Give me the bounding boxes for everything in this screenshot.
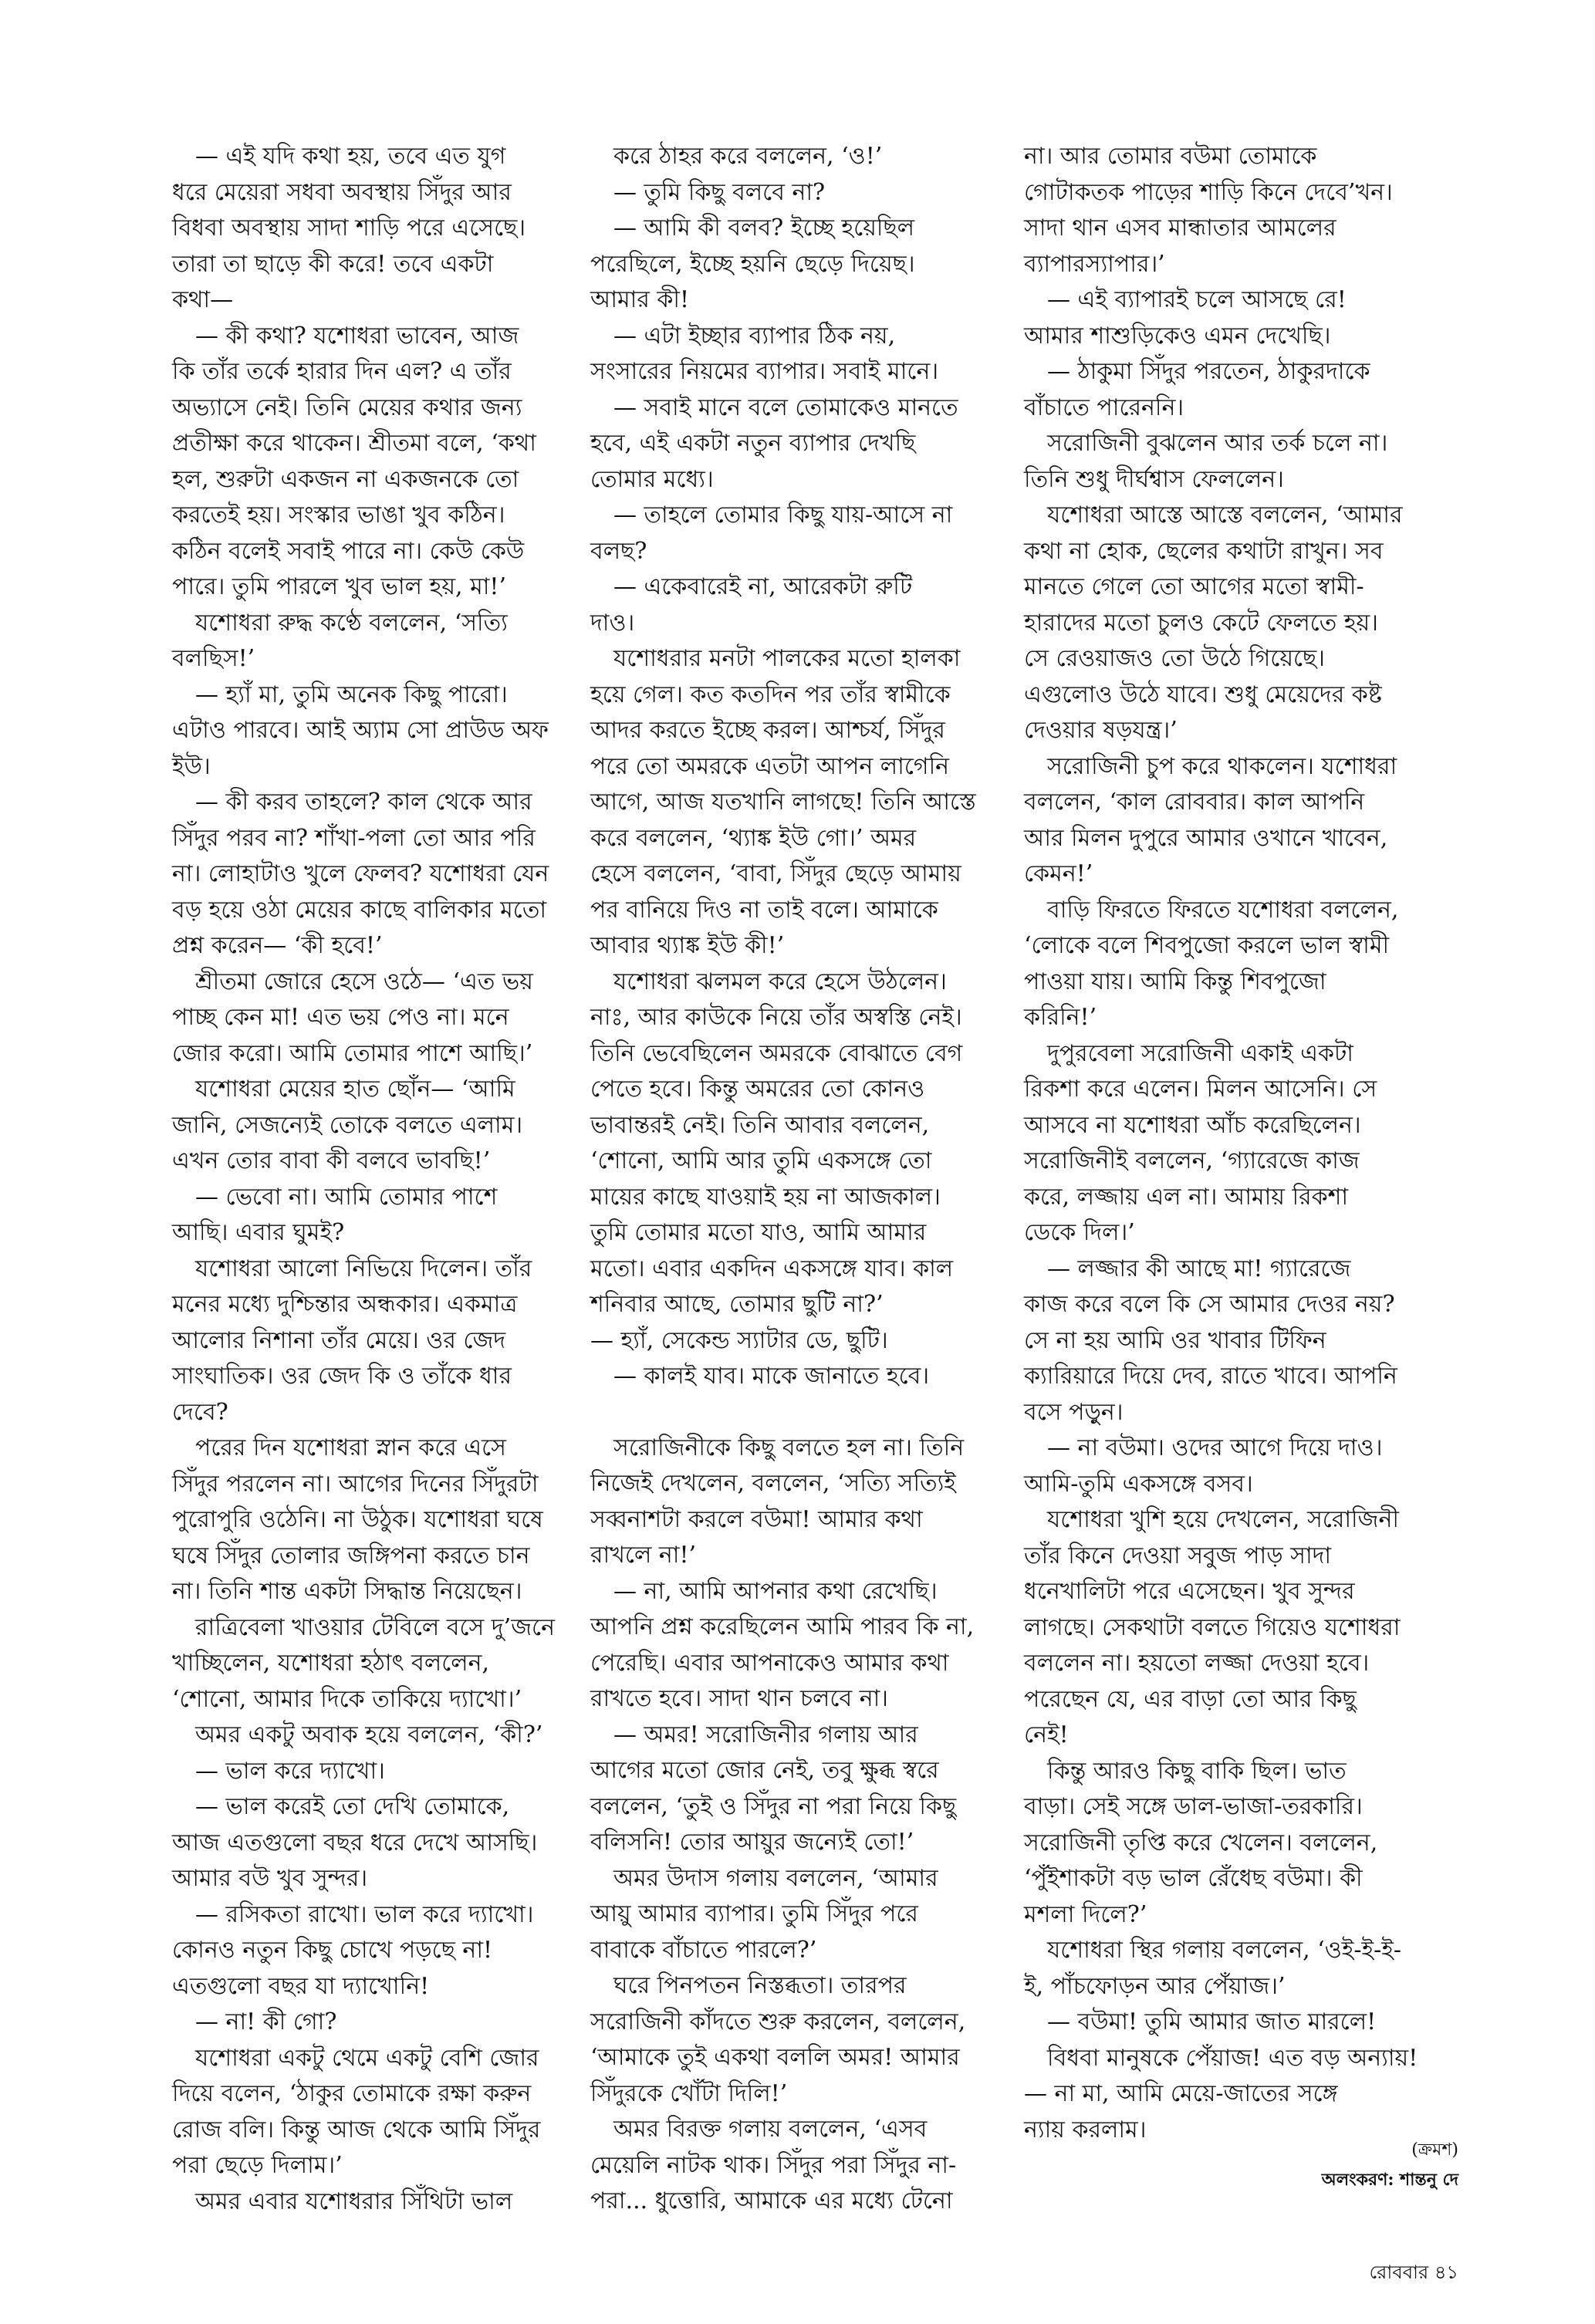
text-line: পরেছেন যে, এর বাড়া তো আর কিছু bbox=[1024, 1685, 1357, 1713]
text-line: রাখতে হবে। সাদা থান চলবে না। bbox=[590, 1685, 889, 1712]
text-line: বললেন না। হয়তো লজ্জা দেওয়া হবে। bbox=[1024, 1650, 1370, 1677]
text-line: — লজ্জার কী আছে মা! গ্যারেজে bbox=[1047, 1255, 1351, 1282]
text-line: — আমি কী বলব? ইচ্ছে হয়েছিল bbox=[613, 214, 914, 242]
text-line: প্রশ্ন করেন— ‘কী হবে!’ bbox=[172, 932, 383, 959]
text-line: — এই ব্যাপারই চলে আসছে রে! bbox=[1047, 286, 1347, 313]
text-line: আপনি প্রশ্ন করেছিলেন আমি পারব কি না, bbox=[590, 1613, 975, 1640]
text-line: ন্যায় করলাম। bbox=[1024, 2116, 1147, 2143]
text-line: ‘পুঁইশাকটা বড় ভাল রেঁধেছ বউমা। কী bbox=[1024, 1865, 1363, 1892]
text-line: আগে, আজ যতখানি লাগছে! তিনি আস্তে bbox=[590, 789, 976, 816]
text-line: হেসে বললেন, ‘বাবা, সিঁদুর ছেড়ে আমায় bbox=[590, 860, 961, 887]
text-line: খাচ্ছিলেন, যশোধরা হঠাৎ বললেন, bbox=[172, 1650, 490, 1677]
text-line: পুরোপুরি ওঠেনি। না উঠুক। যশোধরা ঘষে bbox=[172, 1506, 543, 1533]
text-line: যশোধরা স্থির গলায় বললেন, ‘ওই-ই-ই- bbox=[1047, 1937, 1402, 1964]
text-line: করে, লজ্জায় এল না। আমায় রিকশা bbox=[1024, 1183, 1349, 1211]
text-line: বললেন, ‘কাল রোববার। কাল আপনি bbox=[1024, 789, 1365, 816]
text-line: কথা না হোক, ছেলের কথাটা রাখুন। সব bbox=[1024, 537, 1384, 565]
text-line: অমর একটু অবাক হয়ে বললেন, ‘কী?’ bbox=[195, 1721, 543, 1748]
text-line: কোনও নতুন কিছু চোখে পড়ছে না! bbox=[172, 1937, 493, 1964]
text-line: ‘শোনো, আমি আর তুমি একসঙ্গে তো bbox=[590, 1147, 932, 1174]
text-line: — না মা, আমি মেয়ে-জাতের সঙ্গে bbox=[1024, 2080, 1338, 2107]
text-line: যশোধরা খুশি হয়ে দেখলেন, সরোজিনী bbox=[1047, 1506, 1399, 1533]
text-line: সরোজিনীকে কিছু বলতে হল না। তিনি bbox=[613, 1434, 965, 1461]
text-line: না। লোহাটাও খুলে ফেলব? যশোধরা যেন bbox=[172, 860, 549, 887]
text-line: আছি। এবার ঘুমই? bbox=[172, 1219, 345, 1246]
text-line: দিয়ে বলেন, ‘ঠাকুর তোমাকে রক্ষা করুন bbox=[172, 2080, 532, 2107]
text-column-2 bbox=[590, 139, 992, 2220]
text-line: পরা ছেড়ে দিলাম।’ bbox=[172, 2152, 343, 2179]
text-line: — ঠাকুমা সিঁদুর পরতেন, ঠাকুরদাকে bbox=[1047, 358, 1370, 385]
text-line: সে না হয় আমি ওর খাবার টিফিন bbox=[1024, 1326, 1326, 1354]
text-line: যশোধরা আস্তে আস্তে বললেন, ‘আমার bbox=[1047, 502, 1403, 529]
text-line: সাংঘাতিক। ওর জেদ কি ও তাঁকে ধার bbox=[172, 1363, 512, 1390]
text-column-3 bbox=[1024, 139, 1425, 2148]
text-line: রোজ বলি। কিন্তু আজ থেকে আমি সিঁদুর bbox=[172, 2116, 541, 2143]
text-line: তুমি তোমার মতো যাও, আমি আমার bbox=[590, 1219, 927, 1246]
text-line: — তাহলে তোমার কিছু যায়-আসে না bbox=[613, 502, 953, 529]
text-line: ‘আমাকে তুই একথা বললি অমর! আমার bbox=[590, 2044, 960, 2071]
text-line: বসে পড়ুন। bbox=[1024, 1398, 1124, 1426]
text-line: সরোজিনী বুঝলেন আর তর্ক চলে না। bbox=[1047, 430, 1388, 457]
text-line: করে বললেন, ‘থ্যাঙ্ক ইউ গো।’ অমর bbox=[590, 824, 917, 852]
text-line: কঠিন বলেই সবাই পারে না। কেউ কেউ bbox=[172, 537, 525, 565]
text-line: পরা... ধুত্তোরি, আমাকে এর মধ্যে টেনো bbox=[590, 2187, 953, 2214]
text-line: সিঁদুর পরব না? শাঁখা-পলা তো আর পরি bbox=[172, 824, 536, 852]
text-line: করিনি!’ bbox=[1024, 1004, 1097, 1031]
text-line: — ভেবো না। আমি তোমার পাশে bbox=[195, 1183, 498, 1211]
text-line: — এটা ইচ্ছার ব্যাপার ঠিক নয়, bbox=[613, 322, 896, 350]
text-line: না। আর তোমার বউমা তোমাকে bbox=[1024, 143, 1317, 170]
text-line: — কালই যাব। মাকে জানাতে হবে। bbox=[613, 1363, 930, 1390]
text-line: তোমার মধ্যে। bbox=[590, 465, 714, 493]
text-line: রাত্রিবেলা খাওয়ার টেবিলে বসে দু’জনে bbox=[195, 1613, 556, 1641]
text-line: এটাও পারবে। আই অ্যাম সো প্রাউড অফ bbox=[172, 717, 549, 744]
text-line: বাঁচাতে পারেননি। bbox=[1024, 394, 1184, 421]
text-line: মশলা দিলে?’ bbox=[1024, 1900, 1147, 1928]
text-line: দাও। bbox=[590, 609, 635, 637]
text-line: — না! কী গো? bbox=[195, 2008, 337, 2035]
text-line: — একেবারেই না, আরেকটা রুটি bbox=[613, 573, 913, 600]
text-line: ‘শোনো, আমার দিকে তাকিয়ে দ্যাখো।’ bbox=[172, 1685, 522, 1713]
text-line: আর মিলন দুপুরে আমার ওখানে খাবেন, bbox=[1024, 824, 1388, 852]
text-line: সিঁদুরকে খোঁটা দিলি!’ bbox=[590, 2079, 788, 2107]
text-line: দুপুরবেলা সরোজিনী একাই একটা bbox=[1047, 1039, 1353, 1067]
text-line: এগুলোও উঠে যাবে। শুধু মেয়েদের কষ্ট bbox=[1024, 681, 1382, 708]
text-line: বলছ? bbox=[590, 537, 647, 565]
text-line: বাবাকে বাঁচাতে পারলে?’ bbox=[590, 1936, 817, 1964]
text-column-1 bbox=[172, 139, 573, 2220]
continued-note: (ক্রমশ) bbox=[1411, 2140, 1458, 2160]
text-line: সংসারের নিয়মের ব্যাপার। সবাই মানে। bbox=[590, 358, 939, 385]
text-line: জোর করো। আমি তোমার পাশে আছি।’ bbox=[172, 1039, 533, 1067]
text-line: পাওয়া যায়। আমি কিন্তু শিবপুজো bbox=[1024, 968, 1326, 995]
text-line: মেয়েলি নাটক থাক। সিঁদুর পরা সিঁদুর না- bbox=[590, 2151, 957, 2179]
text-line: আমার বউ খুব সুন্দর। bbox=[172, 1865, 368, 1892]
text-line: তাঁর কিনে দেওয়া সবুজ পাড় সাদা bbox=[1024, 1542, 1332, 1569]
text-line: আসবে না যশোধরা আঁচ করেছিলেন। bbox=[1024, 1111, 1361, 1139]
text-line: যশোধরা আলো নিভিয়ে দিলেন। তাঁর bbox=[195, 1255, 532, 1282]
text-line: করে ঠাহর করে বললেন, ‘ও!’ bbox=[613, 143, 883, 170]
text-line: — কী করব তাহলে? কাল থেকে আর bbox=[195, 789, 532, 816]
text-line: শনিবার আছে, তোমার ছুটি না?’ bbox=[590, 1291, 884, 1318]
text-line: মতো। এবার একদিন একসঙ্গে যাব। কাল bbox=[590, 1255, 954, 1282]
text-line: পরের দিন যশোধরা স্নান করে এসে bbox=[195, 1434, 506, 1461]
text-line: কথা— bbox=[172, 286, 234, 313]
text-line: পাচ্ছ কেন মা! এত ভয় পেও না। মনে bbox=[172, 1004, 509, 1031]
text-line: ই, পাঁচফোড়ন আর পেঁয়াজ।’ bbox=[1024, 1972, 1286, 2000]
text-line: নিজেই দেখলেন, বললেন, ‘সত্যি সত্যিই bbox=[590, 1470, 956, 1497]
text-line: করতেই হয়। সংস্কার ভাঙা খুব কঠিন। bbox=[172, 502, 505, 529]
text-line: সরোজিনী চুপ করে থাকলেন। যশোধরা bbox=[1047, 752, 1397, 780]
text-line: হল, শুরুটা একজন না একজনকে তো bbox=[172, 465, 519, 493]
text-line: ধরে মেয়েরা সধবা অবস্থায় সিঁদুর আর bbox=[172, 178, 512, 206]
text-line: যশোধরার মনটা পালকের মতো হালকা bbox=[613, 645, 961, 672]
text-line: জানি, সেজন্যেই তোকে বলতে এলাম। bbox=[172, 1111, 523, 1139]
text-line: বলছিস!’ bbox=[172, 645, 255, 672]
text-line: আমার কী! bbox=[590, 286, 690, 313]
text-line: আদর করতে ইচ্ছে করল। আশ্চর্য, সিঁদুর bbox=[590, 717, 945, 744]
text-line: দেওয়ার ষড়যন্ত্র।’ bbox=[1024, 717, 1178, 744]
text-line: প্রতীক্ষা করে থাকেন। শ্রীতমা বলে, ‘কথা bbox=[172, 430, 536, 457]
text-line: সাদা থান এসব মান্ধাতার আমলের bbox=[1024, 214, 1336, 242]
text-line: — বউমা! তুমি আমার জাত মারলে! bbox=[1047, 2008, 1377, 2035]
text-line: আলোর নিশানা তাঁর মেয়ে। ওর জেদ bbox=[172, 1326, 506, 1354]
text-line: যশোধরা ঝলমল করে হেসে উঠলেন। bbox=[613, 968, 947, 995]
text-line: কাজ করে বলে কি সে আমার দেওর নয়? bbox=[1024, 1291, 1395, 1318]
text-line: বলিসনি! তোর আয়ুর জন্যেই তো!’ bbox=[590, 1829, 914, 1856]
text-line: মানতে গেলে তো আগের মতো স্বামী- bbox=[1024, 573, 1364, 600]
text-line: — এই যদি কথা হয়, তবে এত যুগ bbox=[195, 143, 506, 170]
text-line: নাঃ, আর কাউকে নিয়ে তাঁর অস্বস্তি নেই। bbox=[590, 1004, 962, 1031]
text-line: বাড়া। সেই সঙ্গে ডাল-ভাজা-তরকারি। bbox=[1024, 1793, 1363, 1820]
text-line: শ্রীতমা জোরে হেসে ওঠে— ‘এত ভয় bbox=[195, 968, 533, 995]
text-line: — হ্যাঁ, সেকেন্ড স্যাটার ডে, ছুটি। bbox=[590, 1326, 888, 1354]
text-line: আজ এতগুলো বছর ধরে দেখে আসছি। bbox=[172, 1829, 538, 1856]
text-line: গোটাকতক পাড়ের শাড়ি কিনে দেবে’খন। bbox=[1024, 178, 1393, 206]
text-line: রাখলে না!’ bbox=[590, 1542, 697, 1569]
text-line: আগের মতো জোর নেই, তবু ক্ষুব্ধ স্বরে bbox=[590, 1757, 939, 1784]
text-line: পরে তো অমরকে এতটা আপন লাগেনি bbox=[590, 752, 950, 780]
text-line: ব্যাপারস্যাপার।’ bbox=[1024, 250, 1165, 278]
page-folio: রোববার ৪১ bbox=[1369, 2262, 1458, 2283]
text-line: এতগুলো বছর যা দ্যাখোনি! bbox=[172, 1972, 430, 2000]
text-line: বিধবা মানুষকে পেঁয়াজ! এত বড় অন্যায়! bbox=[1047, 2044, 1418, 2072]
text-line: — ভাল করেই তো দেখি তোমাকে, bbox=[195, 1793, 510, 1820]
text-line: তারা তা ছাড়ে কী করে! তবে একটা bbox=[172, 250, 494, 278]
text-line: এখন তোর বাবা কী বলবে ভাবছি!’ bbox=[172, 1147, 491, 1174]
text-line: ডেকে দিল।’ bbox=[1024, 1219, 1135, 1246]
text-line: — না বউমা। ওদের আগে দিয়ে দাও। bbox=[1047, 1434, 1383, 1461]
illustration-credit: অলংকরণ: শান্তনু দে bbox=[1321, 2170, 1458, 2190]
text-line: ঘষে সিঁদুর তোলার জঙ্গিপনা করতে চান bbox=[172, 1542, 530, 1569]
text-line: আয়ু আমার ব্যাপার। তুমি সিঁদুর পরে bbox=[590, 1900, 918, 1927]
text-line: পরেছিলে, ইচ্ছে হয়নি ছেড়ে দিয়েছ। bbox=[590, 250, 915, 278]
text-line: — হ্যাঁ মা, তুমি অনেক কিছু পারো। bbox=[195, 681, 508, 708]
text-line: পারে। তুমি পারলে খুব ভাল হয়, মা!’ bbox=[172, 573, 507, 600]
text-line: মায়ের কাছে যাওয়াই হয় না আজকাল। bbox=[590, 1183, 941, 1211]
text-line: পেরেছি। এবার আপনাকেও আমার কথা bbox=[590, 1649, 949, 1677]
text-line: নেই! bbox=[1024, 1721, 1069, 1748]
text-line: যশোধরা একটু থেমে একটু বেশি জোর bbox=[195, 2044, 539, 2072]
text-line: সরোজিনী তৃপ্তি করে খেলেন। বললেন, bbox=[1024, 1829, 1378, 1856]
text-line: তিনি ভেবেছিলেন অমরকে বোঝাতে বেগ bbox=[590, 1039, 963, 1067]
text-line: লাগছে। সেকথাটা বলতে গিয়েও যশোধরা bbox=[1024, 1613, 1401, 1641]
text-line: ক্যারিয়ারে দিয়ে দেব, রাতে খাবে। আপনি bbox=[1024, 1363, 1397, 1390]
text-line: অমর উদাস গলায় বললেন, ‘আমার bbox=[613, 1864, 938, 1892]
text-line: মনের মধ্যে দুশ্চিন্তার অন্ধকার। একমাত্র bbox=[172, 1291, 518, 1318]
text-line: অভ্যাসে নেই। তিনি মেয়ের কথার জন্য bbox=[172, 394, 522, 421]
text-line: কিন্তু আরও কিছু বাকি ছিল। ভাত bbox=[1047, 1757, 1347, 1785]
text-line: — অমর! সরোজিনীর গলায় আর bbox=[613, 1721, 918, 1748]
text-line: হবে, এই একটা নতুন ব্যাপার দেখছি bbox=[590, 430, 916, 457]
text-line: — ভাল করে দ্যাখো। bbox=[195, 1757, 385, 1785]
text-line: পর বানিয়ে দিও না তাই বলে। আমাকে bbox=[590, 896, 938, 924]
section-break bbox=[590, 1395, 992, 1431]
text-line: আবার থ্যাঙ্ক ইউ কী!’ bbox=[590, 932, 785, 959]
text-line: আমার শাশুড়িকেও এমন দেখেছি। bbox=[1024, 322, 1331, 350]
text-line: সব্বনাশটা করলে বউমা! আমার কথা bbox=[590, 1505, 923, 1533]
text-line: যশোধরা রুদ্ধ কণ্ঠে বললেন, ‘সত্যি bbox=[195, 609, 508, 637]
text-line: পেতে হবে। কিন্তু অমরের তো কোনও bbox=[590, 1076, 925, 1103]
text-line: বললেন, ‘তুই ও সিঁদুর না পরা নিয়ে কিছু bbox=[590, 1792, 957, 1820]
text-line: রিকশা করে এলেন। মিলন আসেনি। সে bbox=[1024, 1076, 1377, 1103]
text-line: হয়ে গেল। কত কতদিন পর তাঁর স্বামীকে bbox=[590, 681, 951, 708]
text-line: কি তাঁর তর্কে হারার দিন এল? এ তাঁর bbox=[172, 358, 512, 385]
text-line: না। তিনি শান্ত একটা সিদ্ধান্ত নিয়েছেন। bbox=[172, 1578, 522, 1605]
text-line: দেবে? bbox=[172, 1398, 228, 1426]
text-line: — না, আমি আপনার কথা রেখেছি। bbox=[613, 1577, 938, 1605]
text-line: যশোধরা মেয়ের হাত ছোঁন— ‘আমি bbox=[195, 1076, 515, 1103]
text-line: ঘরে পিনপতন নিস্তব্ধতা। তারপর bbox=[613, 1972, 907, 1999]
text-line: কেমন!’ bbox=[1024, 860, 1093, 887]
text-line: অমর বিরক্ত গলায় বললেন, ‘এসব bbox=[613, 2116, 928, 2143]
text-line: সরোজিনীই বললেন, ‘গ্যারেজে কাজ bbox=[1024, 1147, 1360, 1174]
text-line: আমি-তুমি একসঙ্গে বসব। bbox=[1024, 1470, 1253, 1498]
text-line: সে রেওয়াজও তো উঠে গিয়েছে। bbox=[1024, 645, 1325, 672]
text-line: হারাদের মতো চুলও কেটে ফেলতে হয়। bbox=[1024, 609, 1378, 637]
text-line: — কী কথা? যশোধরা ভাবেন, আজ bbox=[195, 322, 519, 350]
text-line: অমর এবার যশোধরার সিঁথিটা ভাল bbox=[195, 2187, 513, 2215]
text-line: — তুমি কিছু বলবে না? bbox=[613, 178, 826, 206]
text-line: ভাবান্তরই নেই। তিনি আবার বললেন, bbox=[590, 1111, 930, 1139]
text-line: — রসিকতা রাখো। ভাল করে দ্যাখো। bbox=[195, 1900, 534, 1928]
text-line: বড় হয়ে ওঠা মেয়ের কাছে বালিকার মতো bbox=[172, 896, 547, 924]
text-line: বিধবা অবস্থায় সাদা শাড়ি পরে এসেছে। bbox=[172, 214, 526, 242]
text-line: ইউ। bbox=[172, 752, 211, 780]
text-line: ‘লোকে বলে শিবপুজো করলে ভাল স্বামী bbox=[1024, 932, 1390, 959]
text-line: সরোজিনী কাঁদতে শুরু করলেন, বললেন, bbox=[590, 2008, 966, 2035]
text-line: — সবাই মানে বলে তোমাকেও মানতে bbox=[613, 394, 958, 421]
text-line: ধনেখালিটা পরে এসেছেন। খুব সুন্দর bbox=[1024, 1578, 1355, 1605]
text-line: বাড়ি ফিরতে ফিরতে যশোধরা বললেন, bbox=[1047, 896, 1399, 924]
text-line: তিনি শুধু দীর্ঘশ্বাস ফেললেন। bbox=[1024, 465, 1284, 493]
text-line: সিঁদুর পরলেন না। আগের দিনের সিঁদুরটা bbox=[172, 1470, 539, 1498]
